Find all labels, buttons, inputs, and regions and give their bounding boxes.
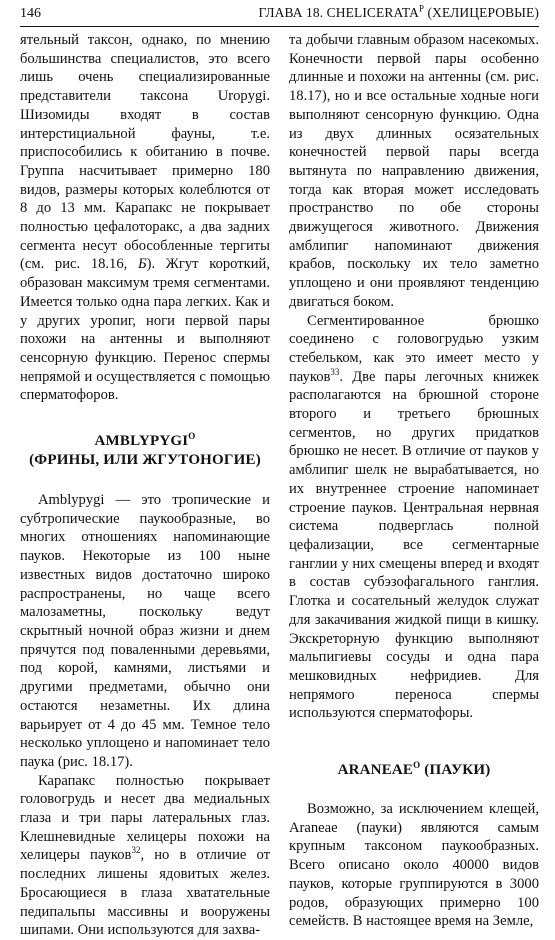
chapter-title: ГЛАВА 18. $CHELICERATA^P$ (ХЕЛИЦЕРОВЫЕ)	[258, 3, 539, 20]
paragraph: та добычи главным образом насекомых. Конечности первой пары особенно длинные и похожи на антенны (см. рис. 18.17), но и все остальные ходные ноги выполняют сенсорную функцию. Одна из двух длинных осязательных конечностей первой пары всегда вытянута по направлению движения, тогда как вторая может исследовать пространство по обе стороны движущегося животного. Движения амблипиг напоминают движения крабов, поскольку их тело заметно уплощено и они проявляют тенденцию двигаться боком.	[289, 32, 539, 310]
section-heading-araneae: $ARANEAE^O$ (ПАУКИ)	[337, 760, 491, 779]
footnote-ref: 32	[131, 845, 141, 856]
left-column	[20, 31, 270, 940]
text-columns	[20, 31, 539, 940]
paragraph: Карапакс полностью покрывает головогрудь и несет два медиальных глаза и три пары латеральных глаз. Клешневидные хелицеры похожи на хелицеры пауков$^{32}$, но в отличие от последних лишены ядовитых желез. Бросающиеся в глаза хватательные педипальпы массивны и вооружены шипами. Они используются для захва-	[20, 772, 271, 939]
paragraph: Возможно, за исключением клещей, Araneae (пауки) являются самым крупным таксоном паукообразных. Всего описано около 40000 видов пауков, которые группируются в 3000 родов, образующих примерно 100 семейств. В настоящее время на Земле,	[289, 801, 539, 930]
paragraph: ятельный таксон, однако, по мнению большинства специалистов, это всего лишь очень специализированные представители таксона Uropygi. Шизомиды входят в состав интерстициальной фауны, т.е. приспособились к обитанию в почве. Группа насчитывает примерно 180 видов, размеры которых колеблются от 8 до 13 мм. Карапакс не покрывает полностью цефалоторакс, а два задних сегмента несут обособленные тергиты (см. рис. 18.16, Б). Жгут короткий, образован максимум тремя сегментами. Имеется только одна пара легких. Как и у других уропиг, ноги первой пары похожи на антенны и выполняют сенсорную функцию. Перенос спермы непрямой и осуществляется с помощью сперматофоров.	[20, 32, 271, 404]
right-column	[289, 31, 539, 940]
section-heading-amblypygi: $AMBLYPYGI^O$ (ФРИНЫ, ИЛИ ЖГУТОНОГИЕ)	[29, 431, 261, 469]
paragraph: Сегментированное брюшко соединено с головогрудью узким стебельком, как это имеет место у пауков$^{33}$. Две пары легочных книжек располагаются на брюшной стороне второго и третьего брюшных сегментов, но других придатков брюшко не несет. В отличие от пауков у амблипиг шелк не вырабатывается, но их внутреннее строение напоминает строение пауков. Центральная нервная система подверглась полной цефализации, все сегментарные ганглии у них смещены вперед и входят в состав субэзофагального ганглия. Глотка и сосательный желудок служат для закачивания жидкой пищи в кишку. Экскреторную функцию выполняют мальпигиевы сосуды и одна пара мешковидных нефридиев. Для непрямого переноса спермы используются сперматофоры.	[289, 312, 539, 722]
footnote-ref: 33	[330, 366, 340, 377]
page-number: 146	[20, 6, 41, 21]
paragraph: Amblypygi — это тропические и субтропические паукообразные, во многих отношениях напоминающие пауков. Некоторые из 100 ныне известных видов достаточно широко распространены, но чаще всего малозаметны, поскольку ведут скрытный ночной образ жизни и днем прячутся под поваленными деревьями, под корой, камнями, листьями и другими предметами, обычно они остаются незаметны. Их длина варьирует от 4 до 45 мм. Темное тело несколько уплощено и напоминает тело паука (рис. 18.17).	[20, 492, 270, 770]
running-head	[20, 5, 539, 27]
